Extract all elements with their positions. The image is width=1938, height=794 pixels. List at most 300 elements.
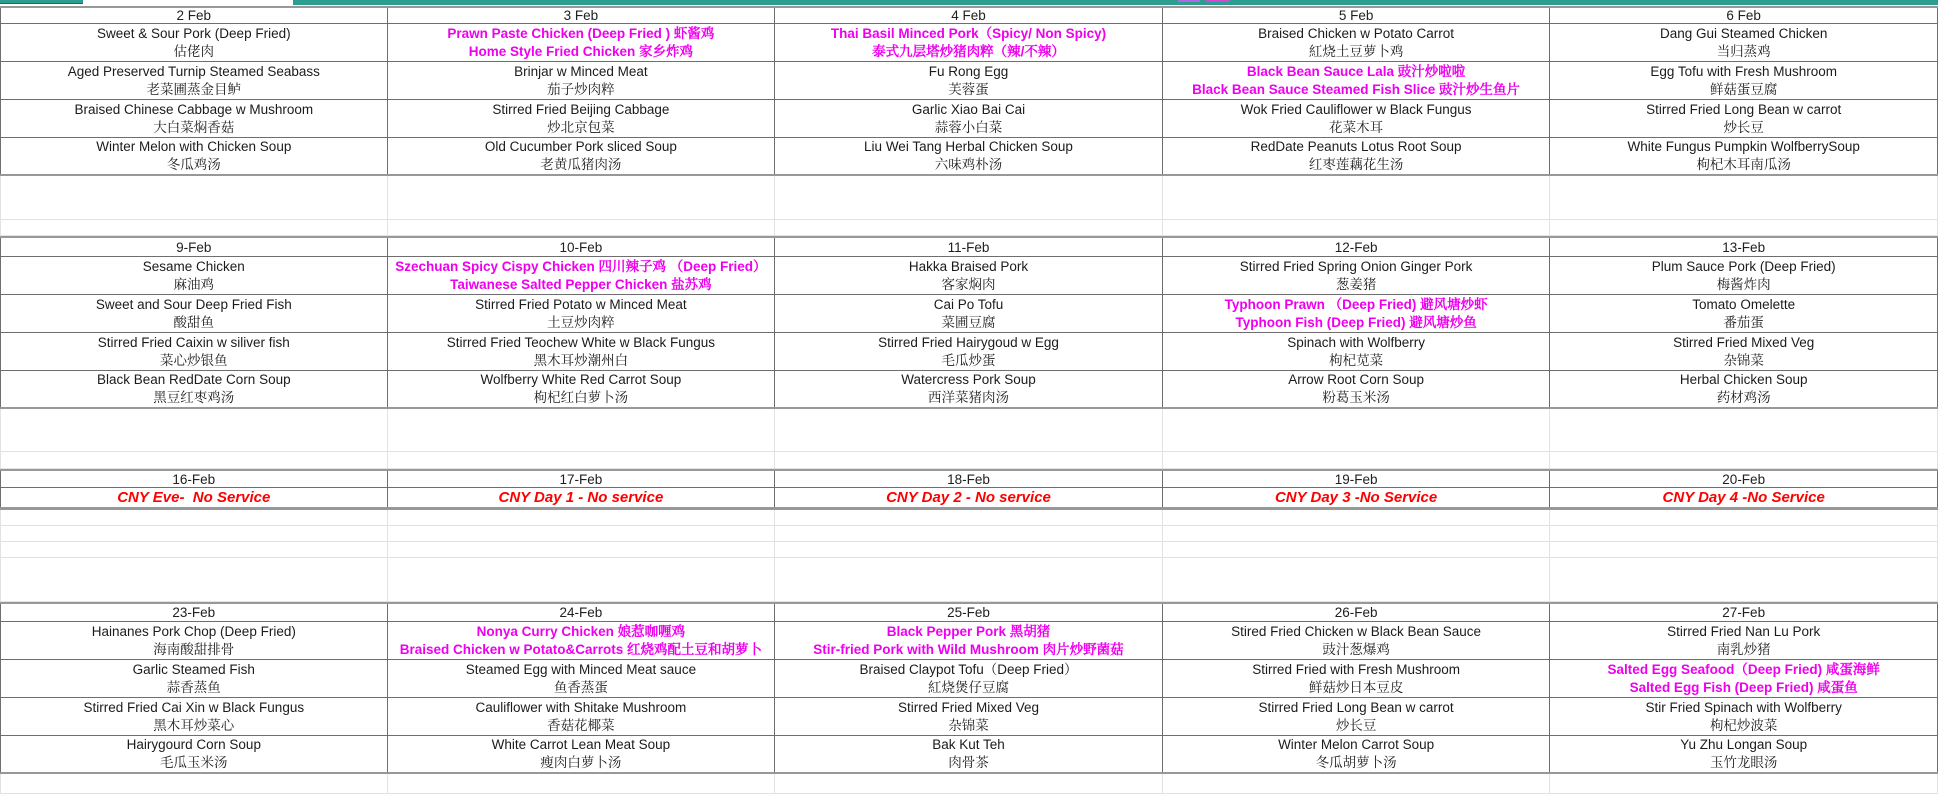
date-cell[interactable]: [0, 471, 388, 487]
dish-cell[interactable]: [775, 62, 1163, 99]
date-label: 10-Feb: [559, 239, 603, 255]
empty-cell: [388, 558, 776, 601]
dish-line-2: 泰式九层塔炒猪肉粹（辣/不辣）: [872, 43, 1065, 59]
dish-line-1: RedDate Peanuts Lotus Root Soup: [1250, 139, 1462, 154]
empty-cell: [1550, 510, 1938, 525]
date-label: 9-Feb: [176, 239, 212, 255]
date-cell[interactable]: [1163, 604, 1551, 621]
empty-cell: [1163, 542, 1551, 557]
dish-line-2: 西洋菜猪肉汤: [927, 390, 1009, 405]
date-label: 5 Feb: [1338, 8, 1374, 23]
dish-line-2: 南乳炒猪: [1716, 641, 1771, 657]
empty-cell: [0, 452, 388, 468]
soup-dish-cell[interactable]: [775, 371, 1163, 407]
dish-cell[interactable]: [1163, 24, 1551, 61]
dish-line-1: Salted Egg Seafood（Deep Fried) 咸蛋海鲜: [1607, 661, 1880, 677]
dish-cell[interactable]: [1550, 660, 1938, 697]
empty-cell: [775, 526, 1163, 541]
dish-line-1: Stirred Fried Beijing Cabbage: [492, 101, 670, 117]
cny-notice-cell[interactable]: [388, 488, 776, 507]
dish-line-2: 香菇花椰菜: [547, 717, 615, 733]
dish-line-2: Stir-fried Pork with Wild Mushroom 肉片炒野菌菇: [813, 641, 1124, 657]
dish-cell[interactable]: [775, 257, 1163, 294]
date-label: 3 Feb: [563, 8, 599, 23]
dish-line-1: Stirred Fried Potato w Minced Meat: [475, 296, 687, 312]
dish-line-2: Salted Egg Fish (Deep Fried) 咸蛋鱼: [1629, 679, 1858, 695]
dish-line-2: 菜圃豆腐: [941, 314, 996, 330]
empty-cell: [0, 542, 388, 557]
dish-cell[interactable]: [388, 62, 776, 99]
dish-line-2: 蒜蓉小白菜: [934, 119, 1003, 135]
empty-cell: [388, 542, 776, 557]
dish-line-1: Hairygourd Corn Soup: [126, 737, 261, 752]
dish-line-1: Herbal Chicken Soup: [1679, 372, 1808, 387]
empty-cell: [1163, 526, 1551, 541]
dish-line-1: Cauliflower with Shitake Mushroom: [475, 699, 687, 715]
dish-line-1: Stirred Fried Mixed Veg: [897, 699, 1040, 715]
empty-cell: [1550, 526, 1938, 541]
date-label: 19-Feb: [1334, 471, 1378, 487]
dish-line-1: Garlic Steamed Fish: [132, 661, 255, 677]
date-cell[interactable]: [388, 238, 776, 256]
empty-cell: [0, 510, 388, 525]
empty-cell: [1550, 409, 1938, 451]
cny-notice-label: CNY Day 2 - No service: [886, 489, 1051, 506]
empty-cell: [775, 220, 1163, 235]
date-cell[interactable]: [388, 8, 776, 23]
empty-cell: [1163, 510, 1551, 525]
dish-line-1: Hainanes Pork Chop (Deep Fried): [91, 623, 296, 639]
dish-line-2: 冬瓜鸡汤: [166, 157, 221, 172]
dish-cell[interactable]: [1163, 698, 1551, 735]
dish-line-2: 豉汁葱爆鸡: [1322, 641, 1390, 657]
date-cell[interactable]: [0, 238, 388, 256]
dish-cell[interactable]: [1163, 62, 1551, 99]
empty-cell: [1550, 542, 1938, 557]
dish-line-2: 粉葛玉米汤: [1322, 390, 1390, 405]
date-label: 23-Feb: [172, 605, 216, 620]
dish-line-1: Steamed Egg with Minced Meat sauce: [465, 661, 697, 677]
empty-cell: [1163, 774, 1551, 793]
dish-line-2: 老黄瓜猪肉汤: [540, 157, 622, 172]
dish-line-2: 麻油鸡: [173, 276, 215, 292]
dish-cell[interactable]: [388, 100, 776, 137]
dish-line-1: Nonya Curry Chicken 娘惹咖喱鸡: [476, 623, 686, 639]
grid-row: [0, 100, 1938, 138]
grid-row: [0, 295, 1938, 333]
date-cell[interactable]: [388, 471, 776, 487]
date-cell[interactable]: [775, 604, 1163, 621]
soup-dish-cell[interactable]: [775, 736, 1163, 772]
dish-line-2: Taiwanese Salted Pepper Chicken 盐苏鸡: [450, 276, 712, 292]
dish-line-1: White Fungus Pumpkin WolfberrySoup: [1627, 139, 1860, 154]
dish-cell[interactable]: [1550, 257, 1938, 294]
dish-line-2: 六味鸡朴汤: [934, 157, 1003, 172]
dish-line-1: Typhoon Prawn （Deep Fried) 避风塘炒虾: [1224, 296, 1488, 312]
empty-cell: [1163, 409, 1551, 451]
date-label: 12-Feb: [1334, 239, 1378, 255]
dish-line-2: 蒜香蒸鱼: [166, 679, 221, 695]
empty-cell: [388, 510, 776, 525]
dish-line-2: 大白菜焖香菇: [153, 119, 235, 135]
dish-line-2: 瘦肉白萝卜汤: [540, 755, 622, 770]
dish-cell[interactable]: [775, 333, 1163, 370]
dish-line-2: 杂锦菜: [948, 717, 989, 733]
grid-row: [0, 622, 1938, 660]
date-cell[interactable]: [1163, 8, 1551, 23]
dish-cell[interactable]: [388, 295, 776, 332]
empty-cell: [0, 774, 388, 793]
dish-cell[interactable]: [1550, 24, 1938, 61]
dish-line-1: Stired Fried Chicken w Black Bean Sauce: [1231, 623, 1482, 639]
dish-line-2: 酸甜鱼: [173, 314, 215, 330]
dish-cell[interactable]: [775, 622, 1163, 659]
grid-row: [0, 62, 1938, 100]
dish-line-2: 毛瓜炒蛋: [941, 352, 996, 368]
empty-cell: [1550, 220, 1938, 235]
dish-cell[interactable]: [388, 257, 776, 294]
dish-cell[interactable]: [1163, 333, 1551, 370]
dish-line-1: Cai Po Tofu: [933, 296, 1004, 312]
soup-dish-cell[interactable]: [1550, 371, 1938, 407]
dish-cell[interactable]: [1163, 660, 1551, 697]
dish-line-1: Wolfberry White Red Carrot Soup: [480, 372, 682, 387]
date-label: 24-Feb: [559, 605, 603, 620]
soup-dish-cell[interactable]: [1163, 371, 1551, 407]
cny-notice-label: CNY Day 1 - No service: [498, 489, 664, 506]
dish-line-1: Liu Wei Tang Herbal Chicken Soup: [864, 139, 1073, 154]
date-cell[interactable]: [1550, 604, 1938, 621]
soup-dish-cell[interactable]: [1163, 138, 1551, 174]
empty-cell: [775, 774, 1163, 793]
dish-line-1: Braised Chicken w Potato Carrot: [1258, 25, 1455, 41]
date-cell[interactable]: [775, 238, 1163, 256]
dish-line-2: 估佬肉: [173, 43, 215, 59]
date-cell[interactable]: [388, 604, 776, 621]
dish-cell[interactable]: [775, 698, 1163, 735]
empty-cell: [1550, 558, 1938, 601]
empty-cell: [388, 774, 776, 793]
dish-line-1: Watercress Pork Soup: [901, 372, 1036, 387]
dish-line-2: 肉骨茶: [948, 755, 989, 770]
dish-line-2: 毛瓜玉米汤: [160, 755, 228, 770]
dish-cell[interactable]: [0, 24, 388, 61]
dish-line-1: Stirred Fried Spring Onion Ginger Pork: [1239, 258, 1473, 274]
dish-cell[interactable]: [388, 622, 776, 659]
soup-dish-cell[interactable]: [1550, 138, 1938, 174]
dish-line-1: Winter Melon with Chicken Soup: [96, 139, 292, 154]
dish-line-2: 黑木耳炒菜心: [153, 717, 235, 733]
dish-cell[interactable]: [388, 333, 776, 370]
dish-cell[interactable]: [775, 295, 1163, 332]
empty-cell: [775, 452, 1163, 468]
dish-line-1: Dang Gui Steamed Chicken: [1660, 25, 1828, 41]
date-label: 26-Feb: [1334, 605, 1378, 620]
grid-row: [0, 24, 1938, 62]
empty-cell: [388, 452, 776, 468]
dish-line-2: 鲜菇蛋豆腐: [1709, 81, 1778, 97]
sheet-top-accent-bar: [0, 0, 1938, 6]
dish-line-2: 炒长豆: [1723, 119, 1764, 135]
empty-cell: [0, 558, 388, 601]
dish-line-1: Plum Sauce Pork (Deep Fried): [1651, 258, 1836, 274]
dish-line-1: Sweet & Sour Pork (Deep Fried): [97, 25, 291, 41]
dish-cell[interactable]: [0, 622, 388, 659]
empty-cell: [775, 176, 1163, 219]
grid-row: [0, 236, 1938, 257]
grid-row: [0, 488, 1938, 510]
dish-line-2: 黑豆红枣鸡汤: [153, 390, 235, 405]
dish-line-1: Stirred Fried Mixed Veg: [1673, 334, 1815, 350]
dish-line-1: Stirred Fried Nan Lu Pork: [1667, 623, 1821, 639]
empty-cell: [0, 176, 388, 219]
dish-line-1: Black Bean RedDate Corn Soup: [96, 372, 291, 387]
date-label: 17-Feb: [559, 471, 603, 487]
soup-dish-cell[interactable]: [0, 138, 388, 174]
dish-line-2: 杂锦菜: [1723, 352, 1764, 368]
dish-line-1: White Carrot Lean Meat Soup: [491, 737, 671, 752]
cny-notice-cell[interactable]: [1163, 488, 1551, 507]
dish-line-2: 枸杞炒波菜: [1709, 717, 1778, 733]
date-cell[interactable]: [1550, 238, 1938, 256]
empty-row: [0, 176, 1938, 220]
grid-row: [0, 602, 1938, 622]
dish-line-2: 老菜圃蒸金目鲈: [146, 81, 242, 97]
dish-line-1: Hakka Braised Pork: [908, 258, 1029, 274]
dish-line-1: Garlic Xiao Bai Cai: [911, 101, 1026, 117]
empty-cell: [1163, 220, 1551, 235]
dish-line-1: Stirred Fried Long Bean w carrot: [1646, 101, 1842, 117]
empty-cell: [0, 409, 388, 451]
cny-notice-label: CNY Day 3 -No Service: [1274, 489, 1438, 506]
grid-row: [0, 371, 1938, 409]
grid-row: [0, 736, 1938, 774]
dish-line-1: Black Pepper Pork 黑胡猪: [886, 623, 1051, 639]
dish-line-1: Fu Rong Egg: [928, 63, 1009, 79]
grid-row: [0, 257, 1938, 295]
soup-dish-cell[interactable]: [1550, 736, 1938, 772]
dish-line-1: Egg Tofu with Fresh Mushroom: [1650, 63, 1837, 79]
top-bar-teal-segment-left: [0, 0, 83, 4]
dish-line-2: 红枣莲藕花生汤: [1308, 157, 1404, 172]
date-cell[interactable]: [1163, 471, 1551, 487]
empty-cell: [1163, 452, 1551, 468]
dish-line-1: Black Bean Sauce Lala 豉汁炒啦啦: [1246, 63, 1466, 79]
soup-dish-cell[interactable]: [388, 736, 776, 772]
dish-line-1: Wok Fried Cauliflower w Black Fungus: [1240, 101, 1472, 117]
dish-cell[interactable]: [0, 295, 388, 332]
date-cell[interactable]: [1550, 8, 1938, 23]
cny-notice-cell[interactable]: [0, 488, 388, 507]
dish-cell[interactable]: [1550, 100, 1938, 137]
dish-line-1: Stirred Fried with Fresh Mushroom: [1252, 661, 1460, 677]
date-label: 25-Feb: [947, 605, 990, 620]
date-label: 4 Feb: [951, 8, 986, 23]
cny-notice-label: CNY Eve- No Service: [117, 489, 271, 506]
dish-cell[interactable]: [0, 698, 388, 735]
empty-cell: [1163, 176, 1551, 219]
dish-line-1: Stirred Fried Cai Xin w Black Fungus: [83, 699, 305, 715]
empty-row: [0, 452, 1938, 469]
empty-row: [0, 542, 1938, 558]
dish-line-2: Typhoon Fish (Deep Fried) 避风塘炒鱼: [1235, 314, 1477, 330]
empty-cell: [0, 526, 388, 541]
dish-line-2: 梅酱炸肉: [1716, 276, 1771, 292]
empty-cell: [775, 510, 1163, 525]
dish-line-1: Spinach with Wolfberry: [1287, 334, 1425, 350]
date-label: 18-Feb: [947, 471, 990, 487]
dish-cell[interactable]: [1550, 333, 1938, 370]
dish-line-1: Prawn Paste Chicken (Deep Fried ) 虾酱鸡: [447, 25, 715, 41]
dish-line-2: 炒北京包菜: [547, 119, 615, 135]
dish-cell[interactable]: [775, 100, 1163, 137]
empty-cell: [1550, 452, 1938, 468]
empty-row: [0, 510, 1938, 526]
empty-cell: [0, 220, 388, 235]
date-label: 20-Feb: [1722, 471, 1766, 487]
dish-line-2: Home Style Fried Chicken 家乡炸鸡: [468, 43, 694, 59]
grid-row: [0, 660, 1938, 698]
dish-cell[interactable]: [1550, 622, 1938, 659]
date-cell[interactable]: [0, 604, 388, 621]
dish-line-2: 葱姜猪: [1335, 276, 1377, 292]
dish-cell[interactable]: [0, 660, 388, 697]
dish-cell[interactable]: [388, 660, 776, 697]
date-label: 16-Feb: [172, 471, 216, 487]
dish-cell[interactable]: [1163, 257, 1551, 294]
dish-line-2: 炒长豆: [1335, 717, 1377, 733]
date-cell[interactable]: [775, 471, 1163, 487]
dish-line-2: 玉竹龙眼汤: [1709, 755, 1778, 770]
dish-cell[interactable]: [388, 698, 776, 735]
dish-line-2: 枸杞苋菜: [1329, 352, 1384, 368]
empty-cell: [775, 542, 1163, 557]
dish-line-2: 黑木耳炒潮州白: [533, 352, 629, 368]
grid-row: [0, 469, 1938, 488]
empty-cell: [1163, 558, 1551, 601]
cny-notice-cell[interactable]: [1550, 488, 1938, 507]
dish-line-1: Tomato Omelette: [1692, 296, 1796, 312]
dish-line-1: Old Cucumber Pork sliced Soup: [484, 139, 677, 154]
dish-line-1: Yu Zhu Longan Soup: [1680, 737, 1808, 752]
soup-dish-cell[interactable]: [0, 736, 388, 772]
dish-cell[interactable]: [1550, 295, 1938, 332]
cny-notice-cell[interactable]: [775, 488, 1163, 507]
dish-line-2: 当归蒸鸡: [1716, 43, 1771, 59]
dish-line-1: Szechuan Spicy Cispy Chicken 四川辣子鸡 （Deep Fried）: [395, 258, 767, 274]
grid-row: [0, 333, 1938, 371]
soup-dish-cell[interactable]: [775, 138, 1163, 174]
date-cell[interactable]: [1550, 471, 1938, 487]
dish-cell[interactable]: [775, 660, 1163, 697]
dish-cell[interactable]: [1163, 622, 1551, 659]
dish-line-2: 紅烧煲仔豆腐: [927, 679, 1009, 695]
dish-line-1: Stirred Fried Long Bean w carrot: [1258, 699, 1454, 715]
dish-cell[interactable]: [388, 24, 776, 61]
dish-line-1: Stirred Fried Teochew White w Black Fungus: [446, 334, 716, 350]
dish-line-2: 海南酸甜排骨: [153, 641, 235, 657]
dish-line-2: 枸杞红白萝卜汤: [533, 390, 629, 405]
empty-row: [0, 220, 1938, 236]
dish-cell[interactable]: [0, 333, 388, 370]
dish-cell[interactable]: [0, 62, 388, 99]
dish-line-2: 鱼香蒸蛋: [553, 679, 608, 695]
date-cell[interactable]: [0, 8, 388, 23]
empty-cell: [775, 409, 1163, 451]
remote-cursor-mark: [1178, 0, 1200, 2]
dish-line-2: 客家焖肉: [941, 276, 996, 292]
dish-line-2: 番茄蛋: [1723, 314, 1764, 330]
dish-line-2: 药材鸡汤: [1716, 390, 1771, 405]
dish-line-1: Brinjar w Minced Meat: [514, 63, 648, 79]
grid-row: [0, 138, 1938, 176]
dish-line-1: Stirred Fried Hairygoud w Egg: [878, 334, 1059, 350]
date-label: 13-Feb: [1722, 239, 1766, 255]
empty-cell: [1550, 176, 1938, 219]
dish-line-1: Braised Chinese Cabbage w Mushroom: [74, 101, 314, 117]
cny-notice-label: CNY Day 4 -No Service: [1662, 489, 1825, 506]
empty-row: [0, 409, 1938, 452]
dish-line-2: Black Bean Sauce Steamed Fish Slice 豉汁炒生鱼片: [1192, 81, 1521, 97]
date-label: 2 Feb: [176, 8, 212, 23]
soup-dish-cell[interactable]: [1163, 736, 1551, 772]
dish-line-1: Winter Melon Carrot Soup: [1278, 737, 1435, 752]
empty-row: [0, 526, 1938, 542]
dish-line-1: Sesame Chicken: [142, 258, 245, 274]
empty-cell: [775, 558, 1163, 601]
date-cell[interactable]: [775, 8, 1163, 23]
empty-cell: [388, 409, 776, 451]
remote-cursor-mark: [1206, 0, 1230, 2]
empty-cell: [388, 176, 776, 219]
menu-grid: [0, 6, 1938, 794]
soup-dish-cell[interactable]: [0, 371, 388, 407]
date-label: 27-Feb: [1722, 605, 1766, 620]
dish-cell[interactable]: [0, 100, 388, 137]
dish-cell[interactable]: [1163, 295, 1551, 332]
date-cell[interactable]: [1163, 238, 1551, 256]
dish-line-1: Sweet and Sour Deep Fried Fish: [95, 296, 292, 312]
dish-line-2: 冬瓜胡萝卜汤: [1315, 755, 1397, 770]
dish-cell[interactable]: [1163, 100, 1551, 137]
dish-line-2: 土豆炒肉粹: [547, 314, 615, 330]
dish-line-1: Aged Preserved Turnip Steamed Seabass: [67, 63, 320, 79]
dish-cell[interactable]: [1550, 698, 1938, 735]
top-bar-teal-segment-right: [293, 0, 1938, 5]
dish-line-2: 花菜木耳: [1329, 119, 1384, 135]
dish-line-1: Stirred Fried Caixin w siliver fish: [97, 334, 290, 350]
empty-cell: [1550, 774, 1938, 793]
dish-line-1: Braised Claypot Tofu（Deep Fried）: [859, 661, 1078, 677]
dish-cell[interactable]: [1550, 62, 1938, 99]
soup-dish-cell[interactable]: [388, 371, 776, 407]
empty-row: [0, 558, 1938, 602]
grid-row: [0, 6, 1938, 24]
empty-cell: [388, 220, 776, 235]
soup-dish-cell[interactable]: [388, 138, 776, 174]
dish-line-2: 枸杞木耳南瓜汤: [1696, 157, 1791, 172]
date-label: 11-Feb: [947, 239, 990, 255]
dish-line-1: Arrow Root Corn Soup: [1288, 372, 1424, 387]
dish-line-2: 芙蓉蛋: [948, 81, 989, 97]
dish-line-1: Bak Kut Teh: [932, 737, 1005, 752]
dish-line-2: 菜心炒银鱼: [160, 352, 228, 368]
dish-line-2: Braised Chicken w Potato&Carrots 红烧鸡配土豆和胡萝卜: [399, 641, 763, 657]
dish-cell[interactable]: [775, 24, 1163, 61]
dish-cell[interactable]: [0, 257, 388, 294]
dish-line-2: 茄子炒肉粹: [547, 81, 615, 97]
dish-line-1: Stir Fried Spinach with Wolfberry: [1645, 699, 1842, 715]
